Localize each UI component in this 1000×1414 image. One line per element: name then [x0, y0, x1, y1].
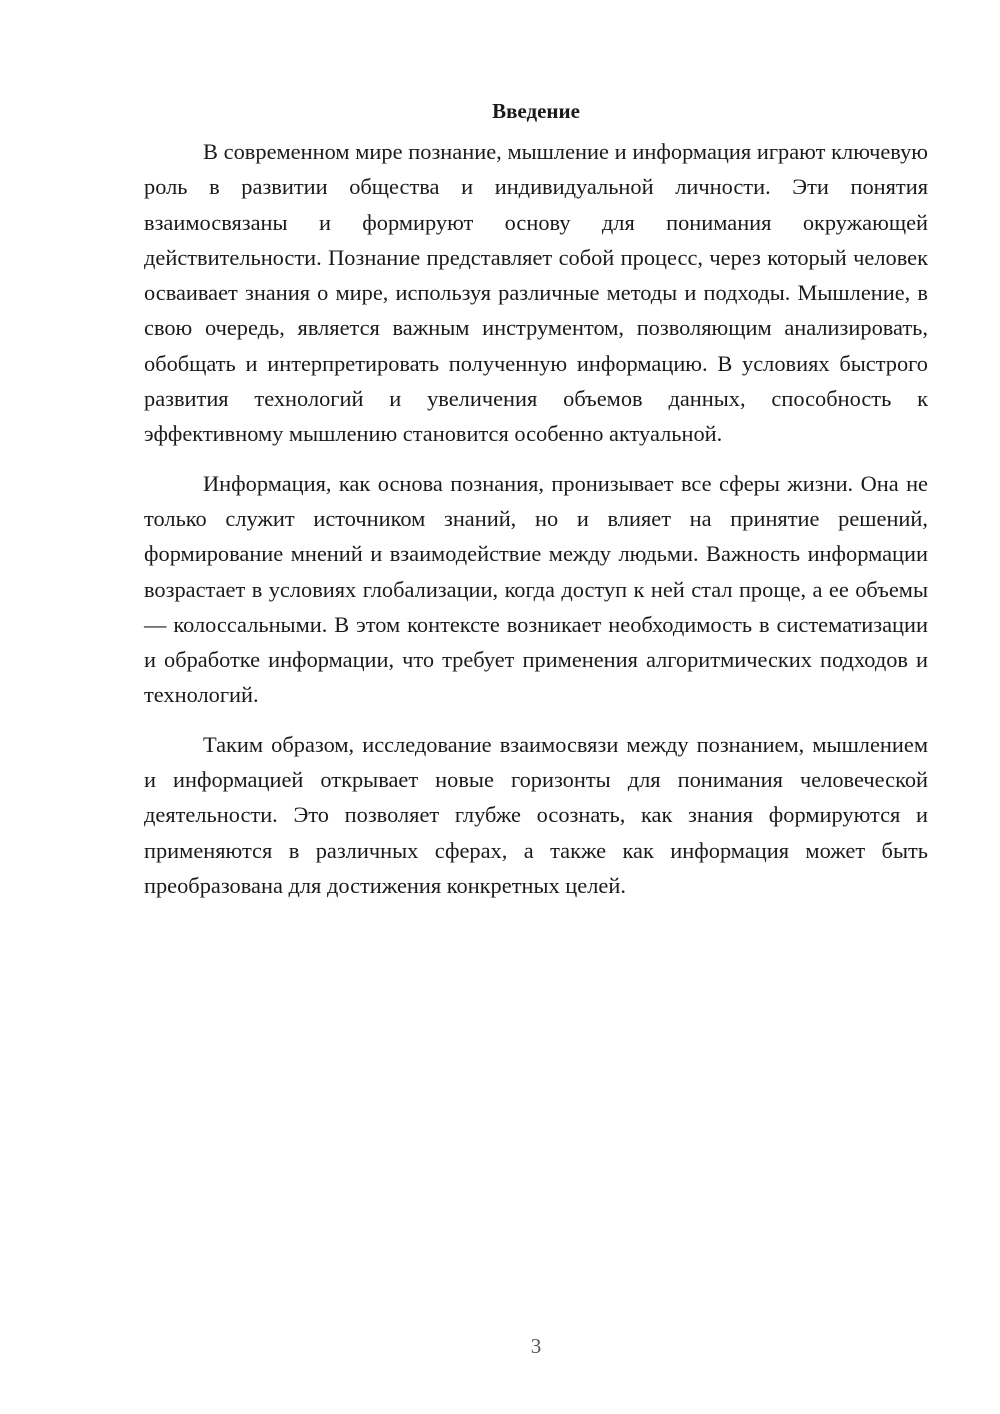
page-content [144, 96, 928, 917]
section-heading: Введение [492, 99, 580, 123]
paragraph-2: Информация, как основа познания, пронизывает все сферы жизни. Она не только служит источником знаний, но и влияет на принятие решений, формирование мнений и взаимодействие между людьми. Важность информации возрастает в условиях глобализации, когда доступ к ней стал проще, а ее объемы — колоссальными. В этом контексте возникает необходимость в систематизации и обработке информации, что требует применения алгоритмических подходов и технологий. [144, 470, 928, 708]
page-number: 3 [530, 1334, 542, 1358]
paragraph-3: Таким образом, исследование взаимосвязи между познанием, мышлением и информацией открывает новые горизонты для понимания человеческой деятельности. Это позволяет глубже осознать, как знания формируются и применяются в различных сферах, а также как информация может быть преобразована для достижения конкретных целей. [144, 731, 928, 898]
paragraph-1: В современном мире познание, мышление и информация играют ключевую роль в развитии общества и индивидуальной личности. Эти понятия взаимосвязаны и формируют основу для понимания окружающей действительности. Познание представляет собой процесс, через который человек осваивает знания о мире, используя различные методы и подходы. Мышление, в свою очередь, является важным инструментом, позволяющим анализировать, обобщать и интерпретировать полученную информацию. В условиях быстрого развития технологий и увеличения объемов данных, способность к эффективному мышлению становится особенно актуальной. [144, 139, 928, 447]
